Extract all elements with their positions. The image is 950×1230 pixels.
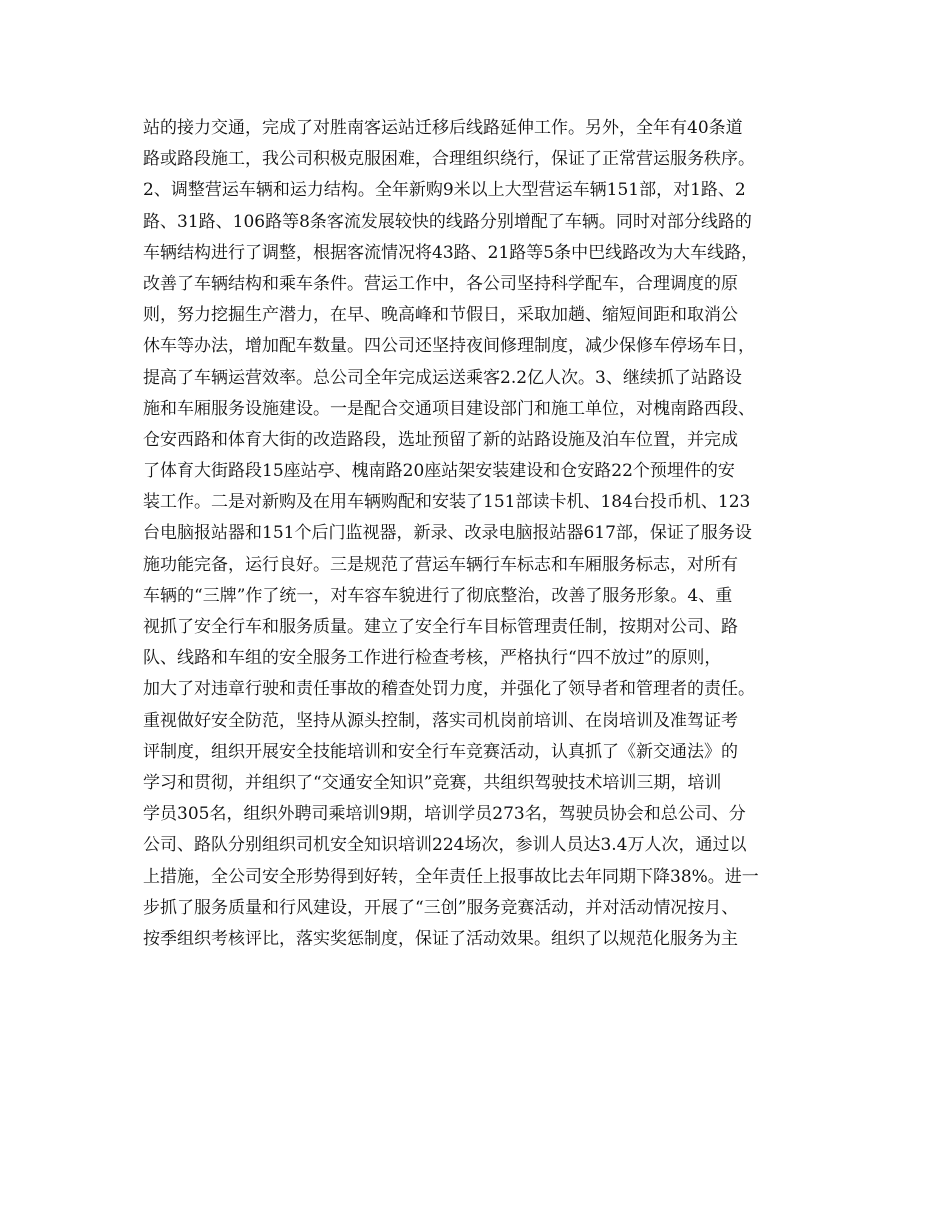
text-line: 装工作。二是对新购及在用车辆购配和安装了151部读卡机、184台投币机、123 <box>143 492 751 513</box>
text-line: 仓安西路和体育大街的改造路段，选址预留了新的站路设施及泊车位置，并完成 <box>143 429 738 450</box>
text-line: 了体育大街路段15座站亭、槐南路20座站架安装建设和仓安路22个预埋件的安 <box>143 461 735 482</box>
text-line: 施和车厢服务设施建设。一是配合交通项目建设部门和施工单位，对槐南路西段、 <box>143 398 755 419</box>
text-line: 公司、路队分别组织司机安全知识培训224场次，参训人员达3.4万人次，通过以 <box>143 835 747 856</box>
text-line: 车辆的“三牌”作了统一，对车容车貌进行了彻底整治，改善了服务形象。4、重 <box>143 585 733 606</box>
text-line: 学员305名，组织外聘司乘培训9期，培训学员273名，驾驶员协会和总公司、分 <box>143 804 746 825</box>
text-line: 上措施，全公司安全形势得到好转，全年责任上报事故比去年同期下降38%。进一 <box>143 866 759 887</box>
text-line: 台电脑报站器和151个后门监视器，新录、改录电脑报站器617部，保证了服务设 <box>143 523 752 544</box>
text-line: 改善了车辆结构和乘车条件。营运工作中，各公司坚持科学配车，合理调度的原 <box>143 273 738 294</box>
text-line: 提高了车辆运营效率。总公司全年完成运送乘客2.2亿人次。3、继续抓了站路设 <box>143 367 742 388</box>
text-line: 休车等办法，增加配车数量。四公司还坚持夜间修理制度，减少保修车停场车日， <box>143 336 755 357</box>
text-line: 重视做好安全防范，坚持从源头控制，落实司机岗前培训、在岗培训及准驾证考 <box>143 710 738 731</box>
text-line: 2、调整营运车辆和运力结构。全年新购9米以上大型营运车辆151部，对1路、2 <box>143 180 746 201</box>
text-line: 按季组织考核评比，落实奖惩制度，保证了活动效果。组织了以规范化服务为主 <box>143 928 738 949</box>
body-paragraph <box>143 113 823 955</box>
text-line: 队、线路和车组的安全服务工作进行检查考核，严格执行“四不放过”的原则， <box>143 648 722 669</box>
text-line: 站的接力交通，完成了对胜南客运站迁移后线路延伸工作。另外，全年有40条道 <box>143 118 743 138</box>
text-line: 加大了对违章行驶和责任事故的稽查处罚力度，并强化了领导者和管理者的责任。 <box>143 679 755 700</box>
text-line: 步抓了服务质量和行风建设，开展了“三创”服务竞赛活动，并对活动情况按月、 <box>143 897 739 918</box>
text-line: 评制度，组织开展安全技能培训和安全行车竞赛活动，认真抓了《新交通法》的 <box>143 741 738 762</box>
text-line: 路或路段施工，我公司积极克服困难，合理组织绕行，保证了正常营运服务秩序。 <box>143 149 755 170</box>
text-line: 学习和贯彻，并组织了“交通安全知识”竞赛，共组织驾驶技术培训三期，培训 <box>143 772 722 793</box>
text-line: 路、31路、106路等8条客流发展较快的线路分别增配了车辆。同时对部分线路的 <box>143 211 752 232</box>
text-line: 车辆结构进行了调整，根据客流情况将43路、21路等5条中巴线路改为大车线路， <box>143 242 759 263</box>
text-line: 视抓了安全行车和服务质量。建立了安全行车目标管理责任制，按期对公司、路 <box>143 617 738 637</box>
text-line: 施功能完备，运行良好。三是规范了营运车辆行车标志和车厢服务标志，对所有 <box>143 554 738 575</box>
text-line: 则，努力挖掘生产潜力，在早、晚高峰和节假日，采取加趟、缩短间距和取消公 <box>143 305 738 326</box>
